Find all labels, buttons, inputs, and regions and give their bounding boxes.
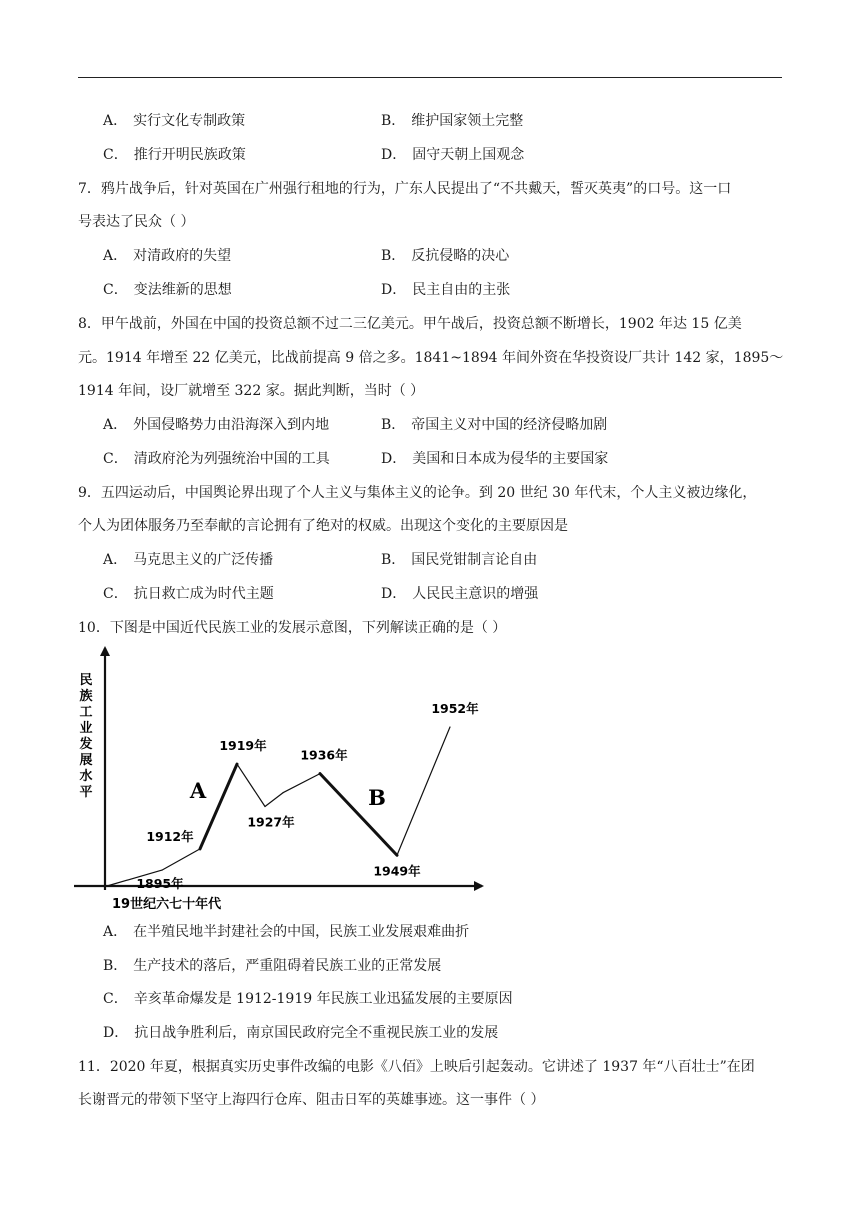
q7-option-a: A． 对清政府的失望	[103, 248, 232, 264]
q10-option-b: B． 生产技术的落后，严重阻碍着民族工业的正常发展	[103, 958, 442, 974]
point-label: 1927年	[247, 814, 295, 830]
annotation-a: A	[189, 778, 207, 803]
q6-option-d: D． 固守天朝上国观念	[381, 147, 525, 163]
chart-axes	[74, 648, 482, 890]
q9-option-a: A． 马克思主义的广泛传播	[103, 552, 274, 568]
q8-option-a: A． 外国侵略势力由沿海深入到内地	[103, 417, 330, 433]
q10-option-d: D． 抗日战争胜利后，南京国民政府完全不重视民族工业的发展	[103, 1025, 499, 1041]
industry-development-chart	[70, 640, 490, 915]
q9-option-d: D． 人民民主意识的增强	[381, 586, 539, 602]
q7-stem-line-2: 号表达了民众（ ）	[78, 214, 195, 230]
point-label: 1936年	[300, 747, 348, 763]
q9-stem-line-2: 个人为团体服务乃至奉献的言论拥有了绝对的权威。出现这个变化的主要原因是	[78, 518, 568, 534]
q8-stem-line-1: 8．甲午战前，外国在中国的投资总额不过二三亿美元。甲午战后，投资总额不断增长，1902 年达 15 亿美	[78, 316, 742, 332]
annotation-b: B	[368, 785, 386, 810]
point-label: 1949年	[373, 863, 421, 879]
series-segment	[162, 849, 200, 870]
point-label: 1952年	[431, 701, 479, 716]
chart-labels	[78, 673, 479, 912]
y-axis-label: 民族工业发展水平	[79, 673, 93, 800]
q7-option-d: D． 民主自由的主张	[381, 282, 511, 298]
q7-option-b: B． 反抗侵略的决心	[381, 248, 510, 264]
x-axis-label: 19世纪六七十年代	[112, 897, 222, 912]
point-label: 1919年	[219, 738, 267, 754]
q10-option-a: A． 在半殖民地半封建社会的中国，民族工业发展艰难曲折	[103, 924, 470, 940]
series-segment	[283, 774, 320, 793]
q6-option-b: B． 维护国家领土完整	[381, 113, 524, 129]
q6-option-a: A． 实行文化专制政策	[103, 113, 246, 129]
point-label: 1895年	[136, 876, 184, 892]
q11-stem-line-1: 11．2020 年夏，根据真实历史事件改编的电影《八佰》上映后引起轰动。它讲述了 1937 年“八百壮士”在团	[78, 1059, 755, 1075]
q10-stem-line-1: 10．下图是中国近代民族工业的发展示意图，下列解读正确的是（ ）	[78, 620, 507, 636]
q9-option-b: B． 国民党钳制言论自由	[381, 552, 538, 568]
q8-option-d: D． 美国和日本成为侵华的主要国家	[381, 451, 609, 467]
q7-option-c: C． 变法维新的思想	[103, 282, 232, 298]
q8-option-c: C． 清政府沦为列强统治中国的工具	[103, 451, 330, 467]
q10-option-c: C． 辛亥革命爆发是 1912-1919 年民族工业迅猛发展的主要原因	[103, 991, 513, 1007]
point-label: 1912年	[146, 828, 194, 844]
q11-stem-line-2: 长谢晋元的带领下坚守上海四行仓库、阻击日军的英雄事迹。这一事件（ ）	[78, 1092, 545, 1108]
series-segment	[200, 764, 237, 849]
q6-option-c: C． 推行开明民族政策	[103, 147, 246, 163]
header-rule	[78, 77, 782, 78]
q9-stem-line-1: 9．五四运动后，中国舆论界出现了个人主义与集体主义的论争。到 20 世纪 30 年代末，个人主义被边缘化，	[78, 485, 757, 501]
q8-stem-line-2: 元。1914 年增至 22 亿美元，比战前提高 9 倍之多。1841~1894 年间外资在华投资设厂共计 142 家，1895～	[78, 350, 784, 366]
q9-option-c: C． 抗日救亡成为时代主题	[103, 586, 274, 602]
series-segment	[397, 727, 450, 855]
q8-option-b: B． 帝国主义对中国的经济侵略加剧	[381, 417, 608, 433]
q7-stem-line-1: 7．鸦片战争后，针对英国在广州强行租地的行为，广东人民提出了“不共戴天，誓灭英夷”的口号。这一口	[78, 181, 732, 197]
q8-stem-line-3: 1914 年间，设厂就增至 322 家。据此判断，当时（ ）	[78, 383, 425, 399]
chart-lines	[107, 727, 450, 886]
series-segment	[265, 793, 283, 807]
series-segment	[237, 764, 265, 806]
